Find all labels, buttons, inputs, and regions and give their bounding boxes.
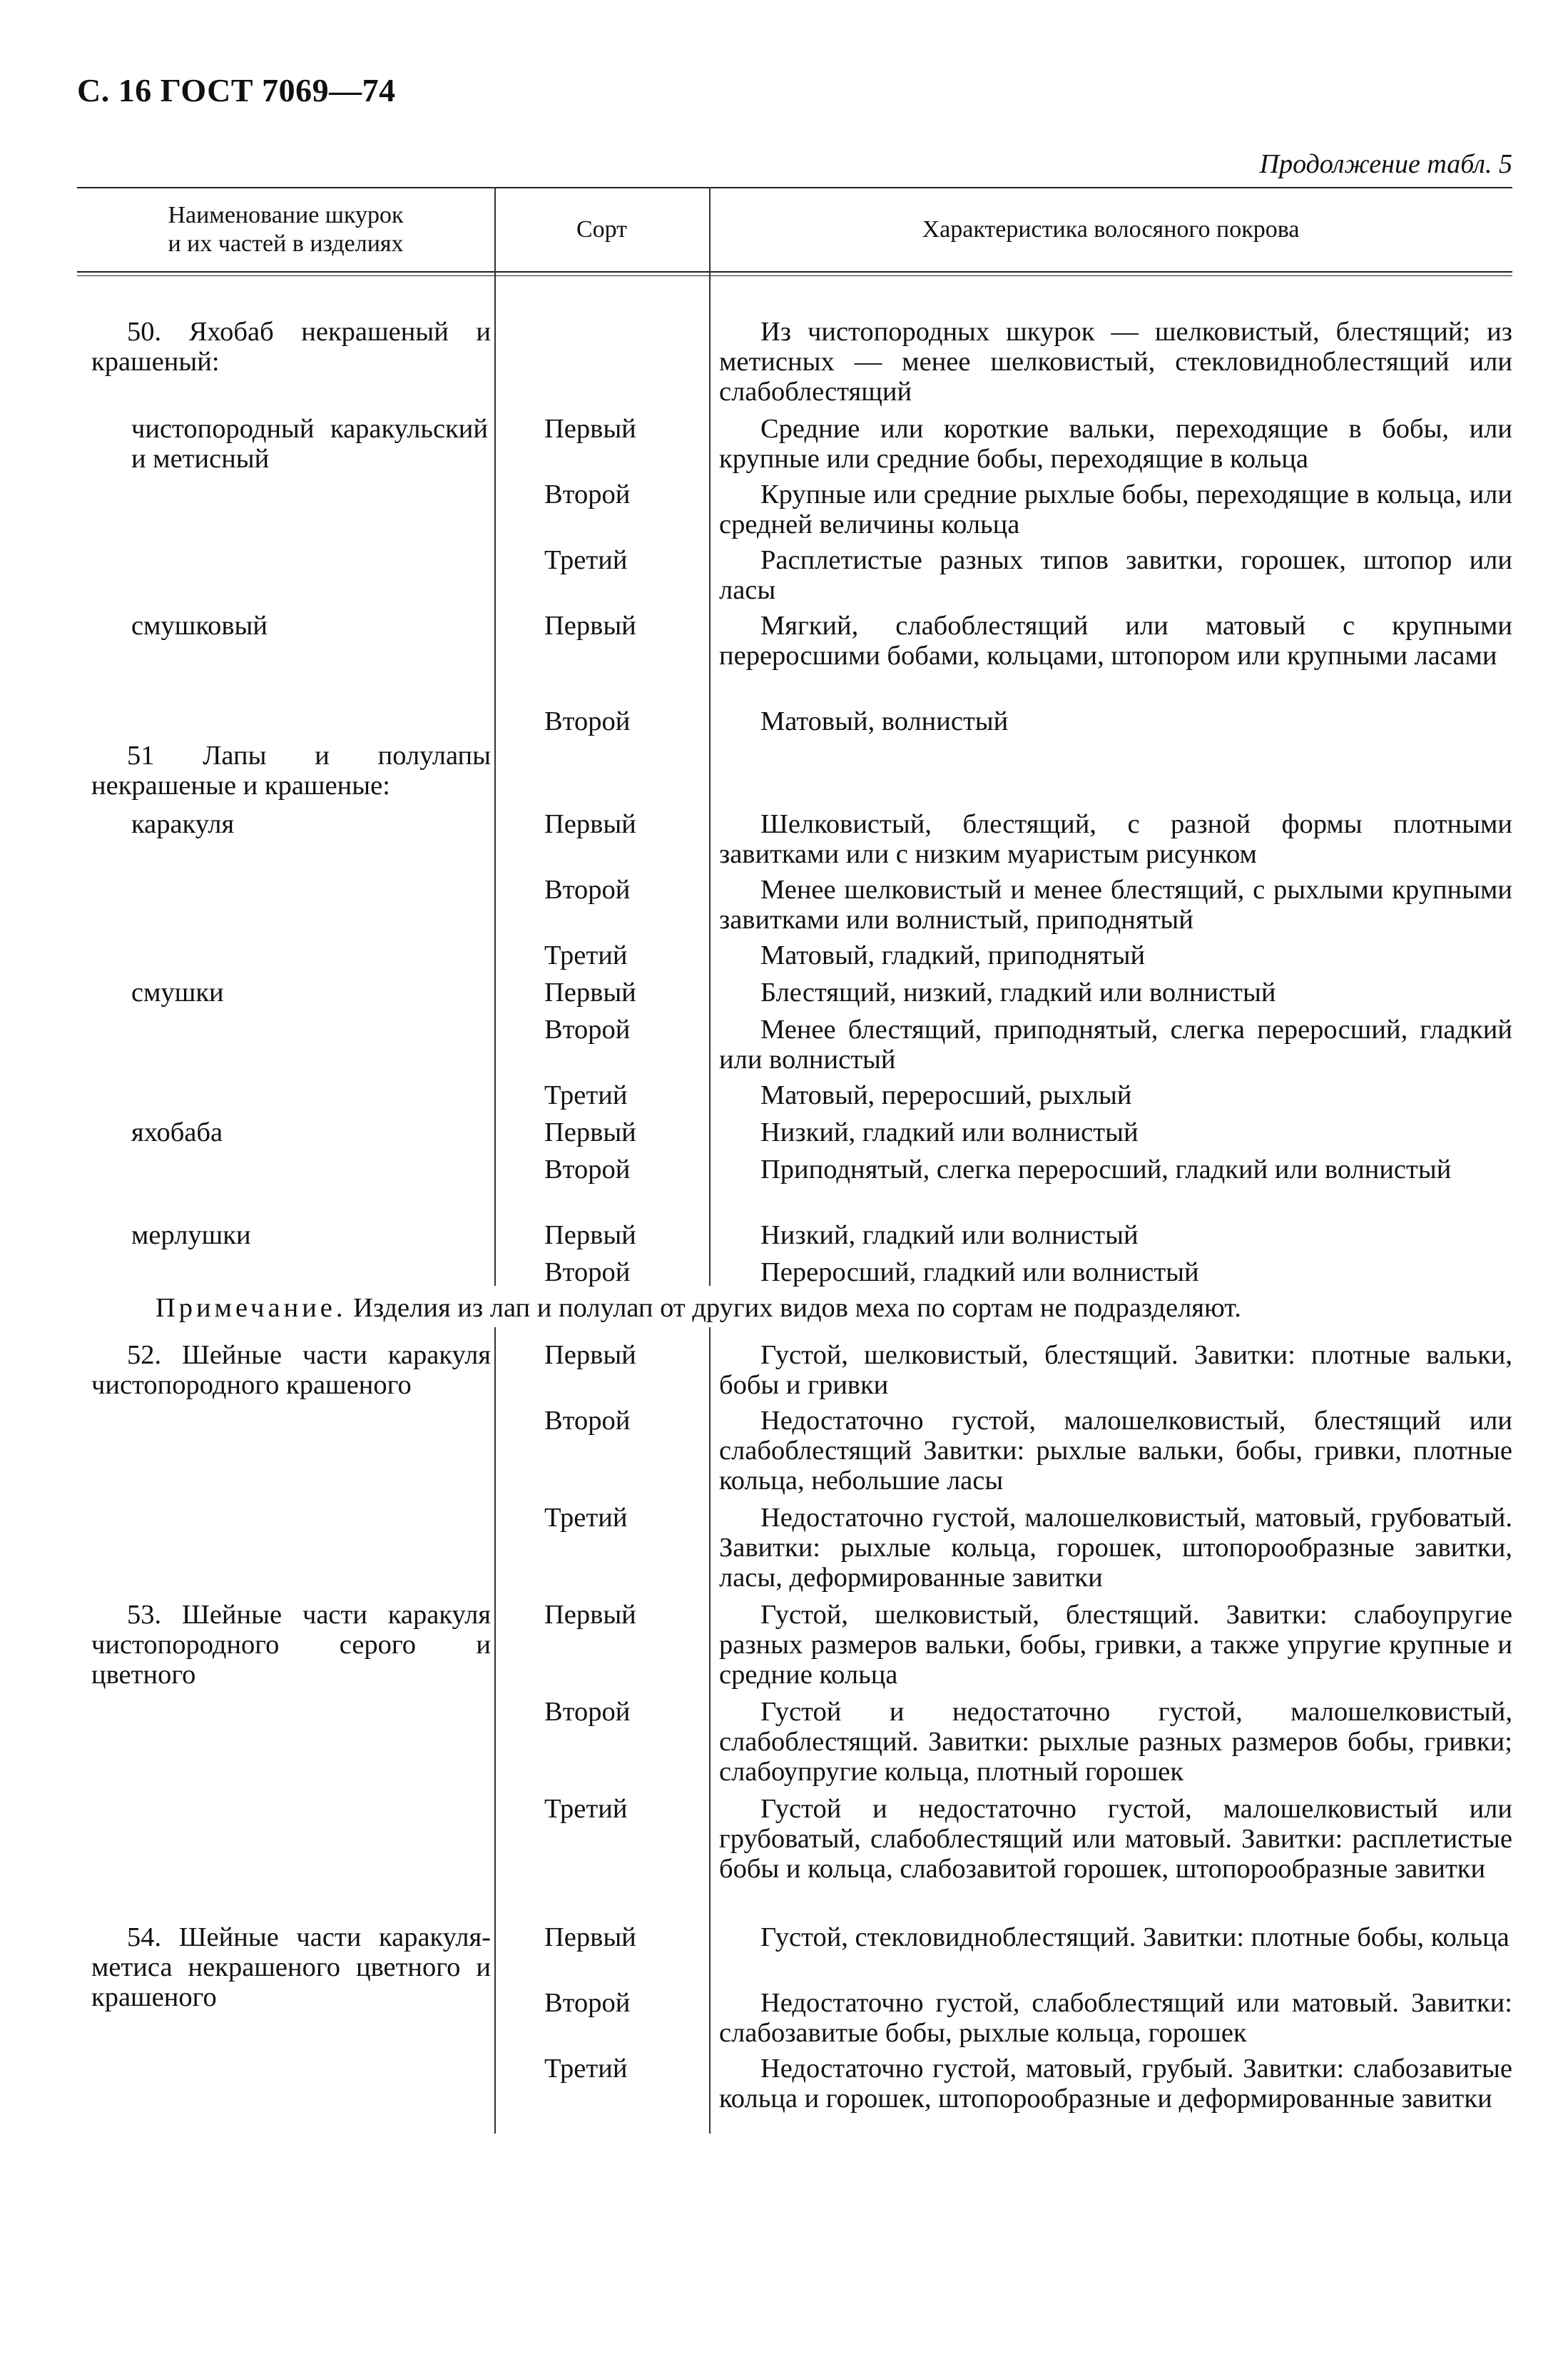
row-name: смушковый <box>131 611 268 641</box>
row-hair: Расплетистые разных типов завитки, горошек, штопор или ласы <box>719 545 1512 605</box>
row-grade: Третий <box>544 1794 628 1824</box>
header-bottom-rule <box>77 271 1512 273</box>
row-grade: Второй <box>544 1015 631 1045</box>
row-name: 52. Шейные части каракуля чистопородного крашеного <box>91 1340 491 1400</box>
row-grade: Второй <box>544 1988 631 2018</box>
row-grade: Второй <box>544 1406 631 1436</box>
row-hair: Густой, шелковистый, блестящий. Завитки: плотные вальки, бобы и гривки <box>719 1340 1512 1400</box>
row-name: чистопородный каракульский и метисный <box>131 414 488 474</box>
row-name: мерлушки <box>131 1220 251 1250</box>
row-grade: Третий <box>544 2054 628 2084</box>
row-hair: Недостаточно густой, слабоблестящий или матовый. Завитки: слабозавитые бобы, рыхлые кольца, горошек <box>719 1988 1512 2048</box>
row-grade: Первый <box>544 809 636 839</box>
row-hair: Недостаточно густой, малошелковистый, матовый, грубоватый. Завитки: рыхлые кольца, горошек, штопорообразные завитки, ласы, деформированные завитки <box>719 1503 1512 1593</box>
row-grade: Третий <box>544 545 628 575</box>
row-grade: Первый <box>544 1220 636 1250</box>
row-hair: Недостаточно густой, малошелковистый, блестящий или слабоблестящий Завитки: рыхлые вальки, бобы, гривки, плотные кольца, небольшие ласы <box>719 1406 1512 1496</box>
row-grade: Первый <box>544 1922 636 1952</box>
header-bottom-rule-2 <box>77 275 1512 276</box>
row-grade: Второй <box>544 875 631 905</box>
row-name: каракуля <box>131 809 235 839</box>
column-header-hair: Характеристика волосяного покрова <box>922 216 1300 243</box>
row-grade: Первый <box>544 1340 636 1370</box>
column-header-name: Наименование шкурок и их частей в изделиях <box>168 202 404 257</box>
row-grade: Второй <box>544 1155 631 1185</box>
row-grade: Третий <box>544 1503 628 1533</box>
row-hair: Средние или короткие вальки, переходящие в бобы, или крупные или средние бобы, переходящие в кольца <box>719 414 1512 474</box>
row-hair: Густой, стекловидноблестящий. Завитки: плотные бобы, кольца <box>760 1922 1510 1952</box>
row-grade: Второй <box>544 1257 631 1287</box>
row-hair: Шелковистый, блестящий, с разной формы плотными завитками или с низким муаристым рисунком <box>719 809 1512 869</box>
row-grade: Третий <box>544 940 628 970</box>
row-name: яхобаба <box>131 1117 223 1147</box>
row-name: 53. Шейные части каракуля чистопородного серого и цветного <box>91 1600 491 1690</box>
column-header-grade: Сорт <box>576 216 628 243</box>
table-note <box>77 1293 1512 1323</box>
row-name: 50. Яхобаб некрашеный и крашеный: <box>91 317 491 377</box>
row-hair: Матовый, волнистый <box>760 706 1009 736</box>
row-hair: Густой и недостаточно густой, малошелковистый, слабоблестящий. Завитки: рыхлые разных размеров бобы, гривки; слабоупругие кольца, плотный горошек <box>719 1697 1512 1787</box>
row-hair: Менее шелковистый и менее блестящий, с рыхлыми крупными завитками или волнистый, приподнятый <box>719 875 1512 935</box>
row-hair: Мягкий, слабоблестящий или матовый с крупными переросшими бобами, кольцами, штопором или крупными ласами <box>719 611 1512 671</box>
row-name: 54. Шейные части каракуля-метиса некрашеного цветного и крашеного <box>91 1922 491 2012</box>
row-hair: Менее блестящий, приподнятый, слегка переросший, гладкий или волнистый <box>719 1015 1512 1075</box>
row-grade: Первый <box>544 1117 636 1147</box>
row-grade: Второй <box>544 706 631 736</box>
row-grade: Второй <box>544 480 631 509</box>
table-continuation-label: Продолжение табл. 5 <box>1259 149 1512 179</box>
row-grade: Первый <box>544 978 636 1008</box>
row-name: 51 Лапы и полулапы некрашеные и крашеные: <box>91 741 491 801</box>
column-divider-1b <box>494 1327 496 2134</box>
row-name: смушки <box>131 978 224 1008</box>
row-grade: Первый <box>544 611 636 641</box>
row-grade: Первый <box>544 414 636 444</box>
row-hair: Из чистопородных шкурок — шелковистый, блестящий; из метисных — менее шелковистый, стекловидноблестящий или слабоблестящий <box>719 317 1512 407</box>
row-hair: Крупные или средние рыхлые бобы, переходящие в кольца, или средней величины кольца <box>719 480 1512 539</box>
row-grade: Второй <box>544 1697 631 1727</box>
row-hair: Блестящий, низкий, гладкий или волнистый <box>760 978 1276 1008</box>
row-hair: Низкий, гладкий или волнистый <box>760 1117 1139 1147</box>
page-header: С. 16 ГОСТ 7069—74 <box>77 72 396 108</box>
row-grade: Третий <box>544 1080 628 1110</box>
note-label: Примечание. <box>156 1293 347 1323</box>
row-hair: Матовый, переросший, рыхлый <box>760 1080 1132 1110</box>
row-hair: Густой, шелковистый, блестящий. Завитки: слабоупругие разных размеров вальки, бобы, гривки, а также упругие крупные и средние кольца <box>719 1600 1512 1690</box>
row-hair: Недостаточно густой, матовый, грубый. Завитки: слабозавитые кольца и горошек, штопорообразные и деформированные завитки <box>719 2054 1512 2114</box>
row-hair: Низкий, гладкий или волнистый <box>760 1220 1139 1250</box>
row-hair: Переросший, гладкий или волнистый <box>760 1257 1199 1287</box>
row-hair: Густой и недостаточно густой, малошелковистый или грубоватый, слабоблестящий или матовый. Завитки: расплетистые бобы и кольца, слабозавитой горошек, штопорообразные завитки <box>719 1794 1512 1884</box>
row-grade: Первый <box>544 1600 636 1630</box>
row-hair: Приподнятый, слегка переросший, гладкий или волнистый <box>760 1155 1452 1185</box>
table-top-rule <box>77 187 1512 188</box>
note-text: Изделия из лап и полулап от других видов меха по сортам не подразделяют. <box>346 1293 1241 1323</box>
row-hair: Матовый, гладкий, приподнятый <box>760 940 1146 970</box>
